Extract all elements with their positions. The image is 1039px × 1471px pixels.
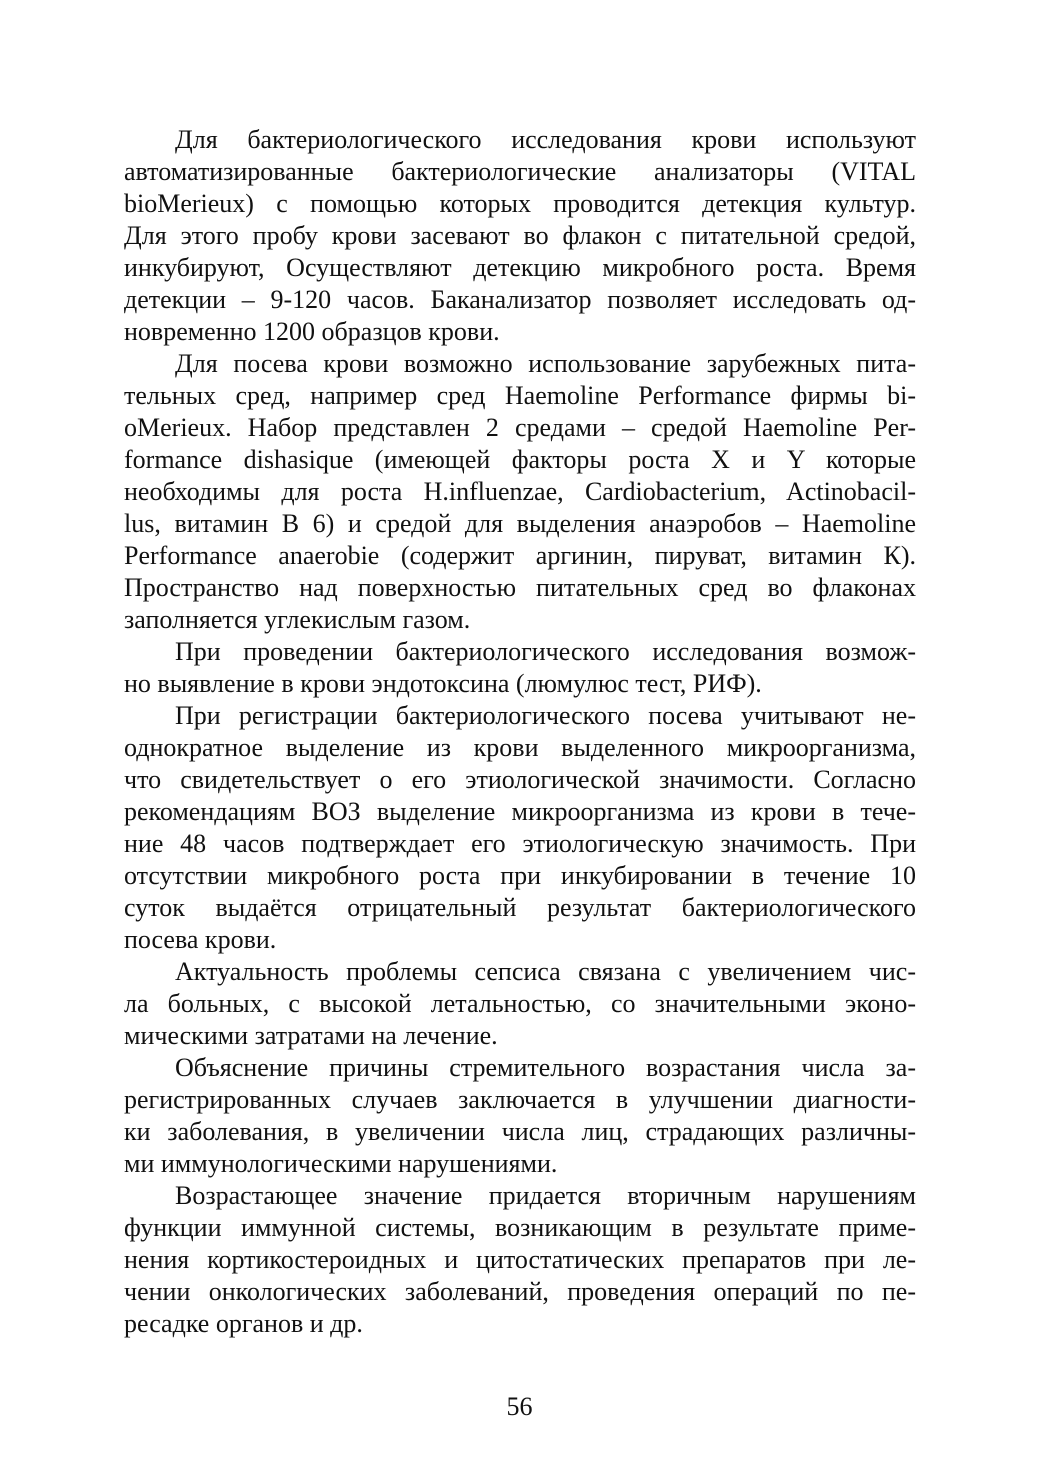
text-line: инкубируют, Осуществляют детекцию микробного роста. Время xyxy=(124,253,916,282)
text-line: formance dishasique (имеющей факторы роста X и Y которые xyxy=(124,445,916,474)
text-line: нения кортикостероидных и цитостатических препаратов при ле- xyxy=(124,1245,916,1274)
text-line: Актуальность проблемы сепсиса связана с увеличением чис- xyxy=(175,957,916,986)
text-line: суток выдаётся отрицательный результат бактериологического xyxy=(124,893,916,922)
text-line: Возрастающее значение придается вторичным нарушениям xyxy=(175,1181,916,1210)
text-line: bioMerieux) с помощью которых проводится детекция культур. xyxy=(124,189,916,218)
text-line: Performance anaerobie (содержит аргинин, пируват, витамин К). xyxy=(124,541,916,570)
text-line: Для посева крови возможно использование зарубежных пита- xyxy=(175,349,916,378)
text-line: однократное выделение из крови выделенного микроорганизма, xyxy=(124,733,916,762)
text-line: новременно 1200 образцов крови. xyxy=(124,317,500,346)
text-line: ки заболевания, в увеличении числа лиц, страдающих различны- xyxy=(124,1117,916,1146)
text-line: рекомендациям ВОЗ выделение микроорганизма из крови в тече- xyxy=(124,797,916,826)
text-line: ние 48 часов подтверждает его этиологическую значимость. При xyxy=(124,829,916,858)
paragraph-endotoxin xyxy=(124,636,916,700)
paragraph-culture-media xyxy=(124,348,916,636)
text-line: тельных сред, например сред Haemoline Performance фирмы bi- xyxy=(124,381,916,410)
text-line: ми иммунологическими нарушениями. xyxy=(124,1149,558,1178)
text-line: мическими затратами на лечение. xyxy=(124,1021,498,1050)
text-line: регистрированных случаев заключается в улучшении диагности- xyxy=(124,1085,916,1114)
text-line: При регистрации бактериологического посева учитывают не- xyxy=(175,701,916,730)
text-line: что свидетельствует о его этиологической значимости. Согласно xyxy=(124,765,916,794)
text-line: заполняется углекислым газом. xyxy=(124,605,471,634)
text-line: детекции – 9-120 часов. Баканализатор позволяет исследовать од- xyxy=(124,285,916,314)
text-line: Объяснение причины стремительного возрастания числа за- xyxy=(175,1053,916,1082)
text-line: необходимы для роста H.influenzae, Cardiobacterium, Actinobacil- xyxy=(124,477,916,506)
text-line: посева крови. xyxy=(124,925,277,954)
text-line: Для бактериологического исследования крови используют xyxy=(175,125,916,154)
text-line: ресадке органов и др. xyxy=(124,1309,363,1338)
text-line: Для этого пробу крови засевают во флакон с питательной средой, xyxy=(124,221,916,250)
page-number: 56 xyxy=(506,1392,533,1421)
text-line: ла больных, с высокой летальностью, со значительными эконо- xyxy=(124,989,916,1018)
text-line: но выявление в крови эндотоксина (люмулюс тест, РИФ). xyxy=(124,669,762,698)
body-text xyxy=(124,124,916,1340)
text-line: автоматизированные бактериологические анализаторы (VITAL xyxy=(124,157,916,186)
text-line: oMerieux. Набор представлен 2 средами – средой Haemoline Per- xyxy=(124,413,916,442)
text-line: отсутствии микробного роста при инкубировании в течение 10 xyxy=(124,861,916,890)
text-line: Пространство над поверхностью питательных сред во флаконах xyxy=(124,573,916,602)
text-line: чении онкологических заболеваний, проведения операций по пе- xyxy=(124,1277,916,1306)
paragraph-registration xyxy=(124,700,916,956)
paragraph-explanation xyxy=(124,1052,916,1180)
text-line: При проведении бактериологического исследования возмож- xyxy=(175,637,916,666)
paragraph-immune-disorders xyxy=(124,1180,916,1340)
paragraph-sepsis-relevance xyxy=(124,956,916,1052)
text-line: функции иммунной системы, возникающим в результате приме- xyxy=(124,1213,916,1242)
text-line: lus, витамин В 6) и средой для выделения анаэробов – Haemoline xyxy=(124,509,916,538)
paragraph-blood-analyzers xyxy=(124,124,916,348)
